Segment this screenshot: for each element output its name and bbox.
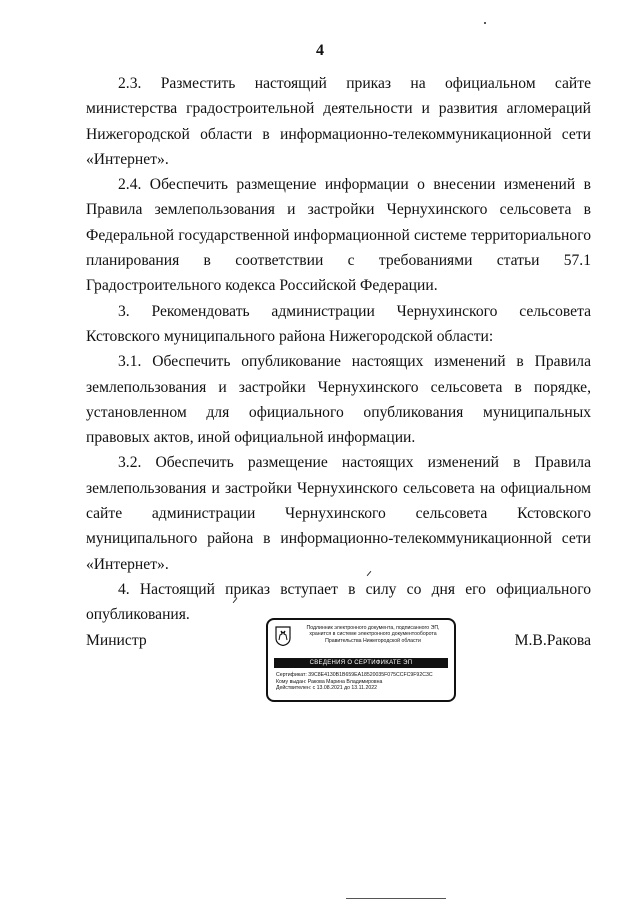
signatory-name: М.В.Ракова bbox=[514, 632, 591, 649]
stamp-header-line: Правительства Нижегородской области bbox=[325, 637, 421, 644]
stamp-header bbox=[294, 625, 452, 644]
issued-to-label: Кому выдан: bbox=[276, 678, 307, 685]
issued-to-value: Ракова Марина Владимировна bbox=[307, 678, 383, 685]
scan-speck bbox=[484, 22, 486, 24]
valid-value: с 13.08.2021 до 13.11.2022 bbox=[312, 685, 377, 692]
bottom-divider bbox=[346, 898, 446, 899]
page-number: 4 bbox=[316, 42, 324, 59]
certificate-value: 39C8E4130B1B659EA18520035F075CCFC9F92C3C bbox=[308, 672, 433, 678]
document-body bbox=[86, 71, 591, 628]
certificate-label: Сертификат: bbox=[276, 672, 307, 678]
stamp-header-line: хранится в системе электронного документооборота bbox=[309, 631, 437, 638]
stamp-validity-row bbox=[276, 685, 452, 692]
paragraph-2-3: 2.3. Разместить настоящий приказ на официальном сайте министерства градостроительной деятельности и развития агломераций Нижегородской области в информационно-телекоммуникационной сети «Интернет». bbox=[86, 75, 591, 168]
valid-label: Действителен: bbox=[276, 685, 312, 692]
paragraph-3: 3. Рекомендовать администрации Чернухинского сельсовета Кстовского муниципального района Нижегородской области: bbox=[86, 302, 591, 345]
stamp-certificate-row bbox=[276, 672, 452, 679]
paragraph-3-2: 3.2. Обеспечить размещение настоящих изменений в Правила землепользования и застройки Чернухинского сельсовета на официальном сайте администрации Чернухинского сельсовета Кстовского муниципального района в информационно-телекоммуникационной сети «Интернет». bbox=[86, 454, 591, 573]
signature-block bbox=[86, 618, 591, 708]
deer-emblem-icon bbox=[275, 626, 291, 646]
paragraph-4: 4. Настоящий приказ вступает в силу со дня его официального опубликования. bbox=[86, 580, 591, 624]
electronic-signature-stamp bbox=[266, 618, 456, 702]
stamp-certificate-bar: СВЕДЕНИЯ О СЕРТИФИКАТЕ ЭП bbox=[274, 658, 448, 668]
paragraph-2-4: 2.4. Обеспечить размещение информации о внесении изменений в Правила землепользования и застройки Чернухинского сельсовета в Федеральной государственной информационной системе территориального планирования в соответствии с требованиями статьи 57.1 Градостроительного кодекса Российской Федерации. bbox=[86, 176, 591, 295]
stamp-header-line: Подлинник электронного документа, подписанного ЭП, bbox=[306, 625, 440, 631]
stamp-details bbox=[276, 672, 452, 692]
signatory-position: Министр bbox=[86, 632, 147, 649]
paragraph-3-1: 3.1. Обеспечить опубликование настоящих изменений в Правила землепользования и застройки Чернухинского сельсовета в порядке, установленном для официального опубликования муниципальных правовых актов, иной официальной информации. bbox=[86, 353, 591, 447]
